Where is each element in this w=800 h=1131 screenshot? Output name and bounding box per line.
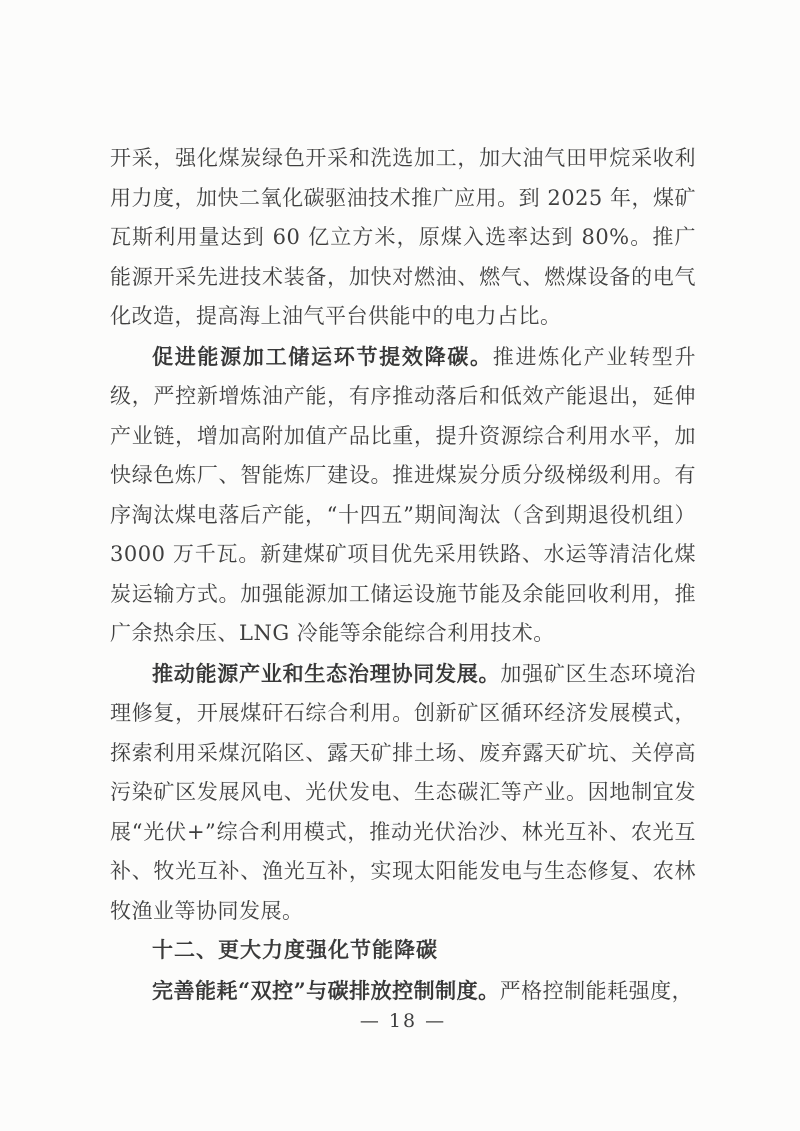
paragraph-lead-sentence: 促进能源加工储运环节提效降碳。 bbox=[152, 343, 493, 369]
section-heading-12: 十二、更大力度强化节能降碳 bbox=[152, 938, 438, 962]
page-footer bbox=[110, 1007, 696, 1035]
paragraph-text: 严格控制能耗强度， bbox=[499, 978, 694, 1003]
paragraph-text: 加强矿区生态环境治理修复，开展煤矸石综合利用。创新矿区循环经济发展模式，探索利用采煤沉陷区、露天矿排土场、废弃露天矿坑、关停高污染矿区发展风电、光伏发电、生态碳汇等产业。因地制宜发展“光伏+”综合利用模式，推动光伏治沙、林光互补、农光互补、牧光互补、渔光互补，实现太阳能发电与生态修复、农林牧渔业等协同发展。 bbox=[110, 661, 697, 923]
paragraph-lead-sentence: 推动能源产业和生态治理协同发展。 bbox=[152, 660, 501, 686]
paragraph-energy-processing bbox=[110, 337, 696, 654]
paragraph-energy-dual-control bbox=[110, 971, 696, 1012]
page-content bbox=[110, 139, 696, 1011]
page-number: — 18 — bbox=[359, 1010, 447, 1032]
paragraph-text: 推进炼化产业转型升级，严控新增炼油产能，有序推动落后和低效产能退出，延伸产业链，增加高附加值产品比重，提升资源综合利用水平，加快绿色炼厂、智能炼厂建设。推进煤炭分质分级梯级利用。有序淘汰煤电落后产能，“十四五”期间淘汰（含到期退役机组）3000 万千瓦。新建煤矿项目优先采用铁路、水运等清洁化煤炭运输方式。加强能源加工储运设施节能及余能回收利用，推广余热余压、LNG 冷能等余能综合利用技术。 bbox=[110, 344, 697, 645]
paragraph-lead-sentence: 完善能耗“双控”与碳排放控制制度。 bbox=[152, 977, 500, 1003]
paragraph-text: 开采，强化煤炭绿色开采和洗选加工，加大油气田甲烷采收利用力度，加快二氧化碳驱油技术推广应用。到 2025 年，煤矿瓦斯利用量达到 60 亿立方米，原煤入选率达到 80%。推广能源开采先进技术装备，加快对燃油、燃气、燃煤设备的电气化改造，提高海上油气平台供能中的电力占比。 bbox=[110, 146, 696, 328]
paragraph-eco-governance bbox=[110, 654, 696, 932]
paragraph-continuation bbox=[110, 139, 696, 337]
